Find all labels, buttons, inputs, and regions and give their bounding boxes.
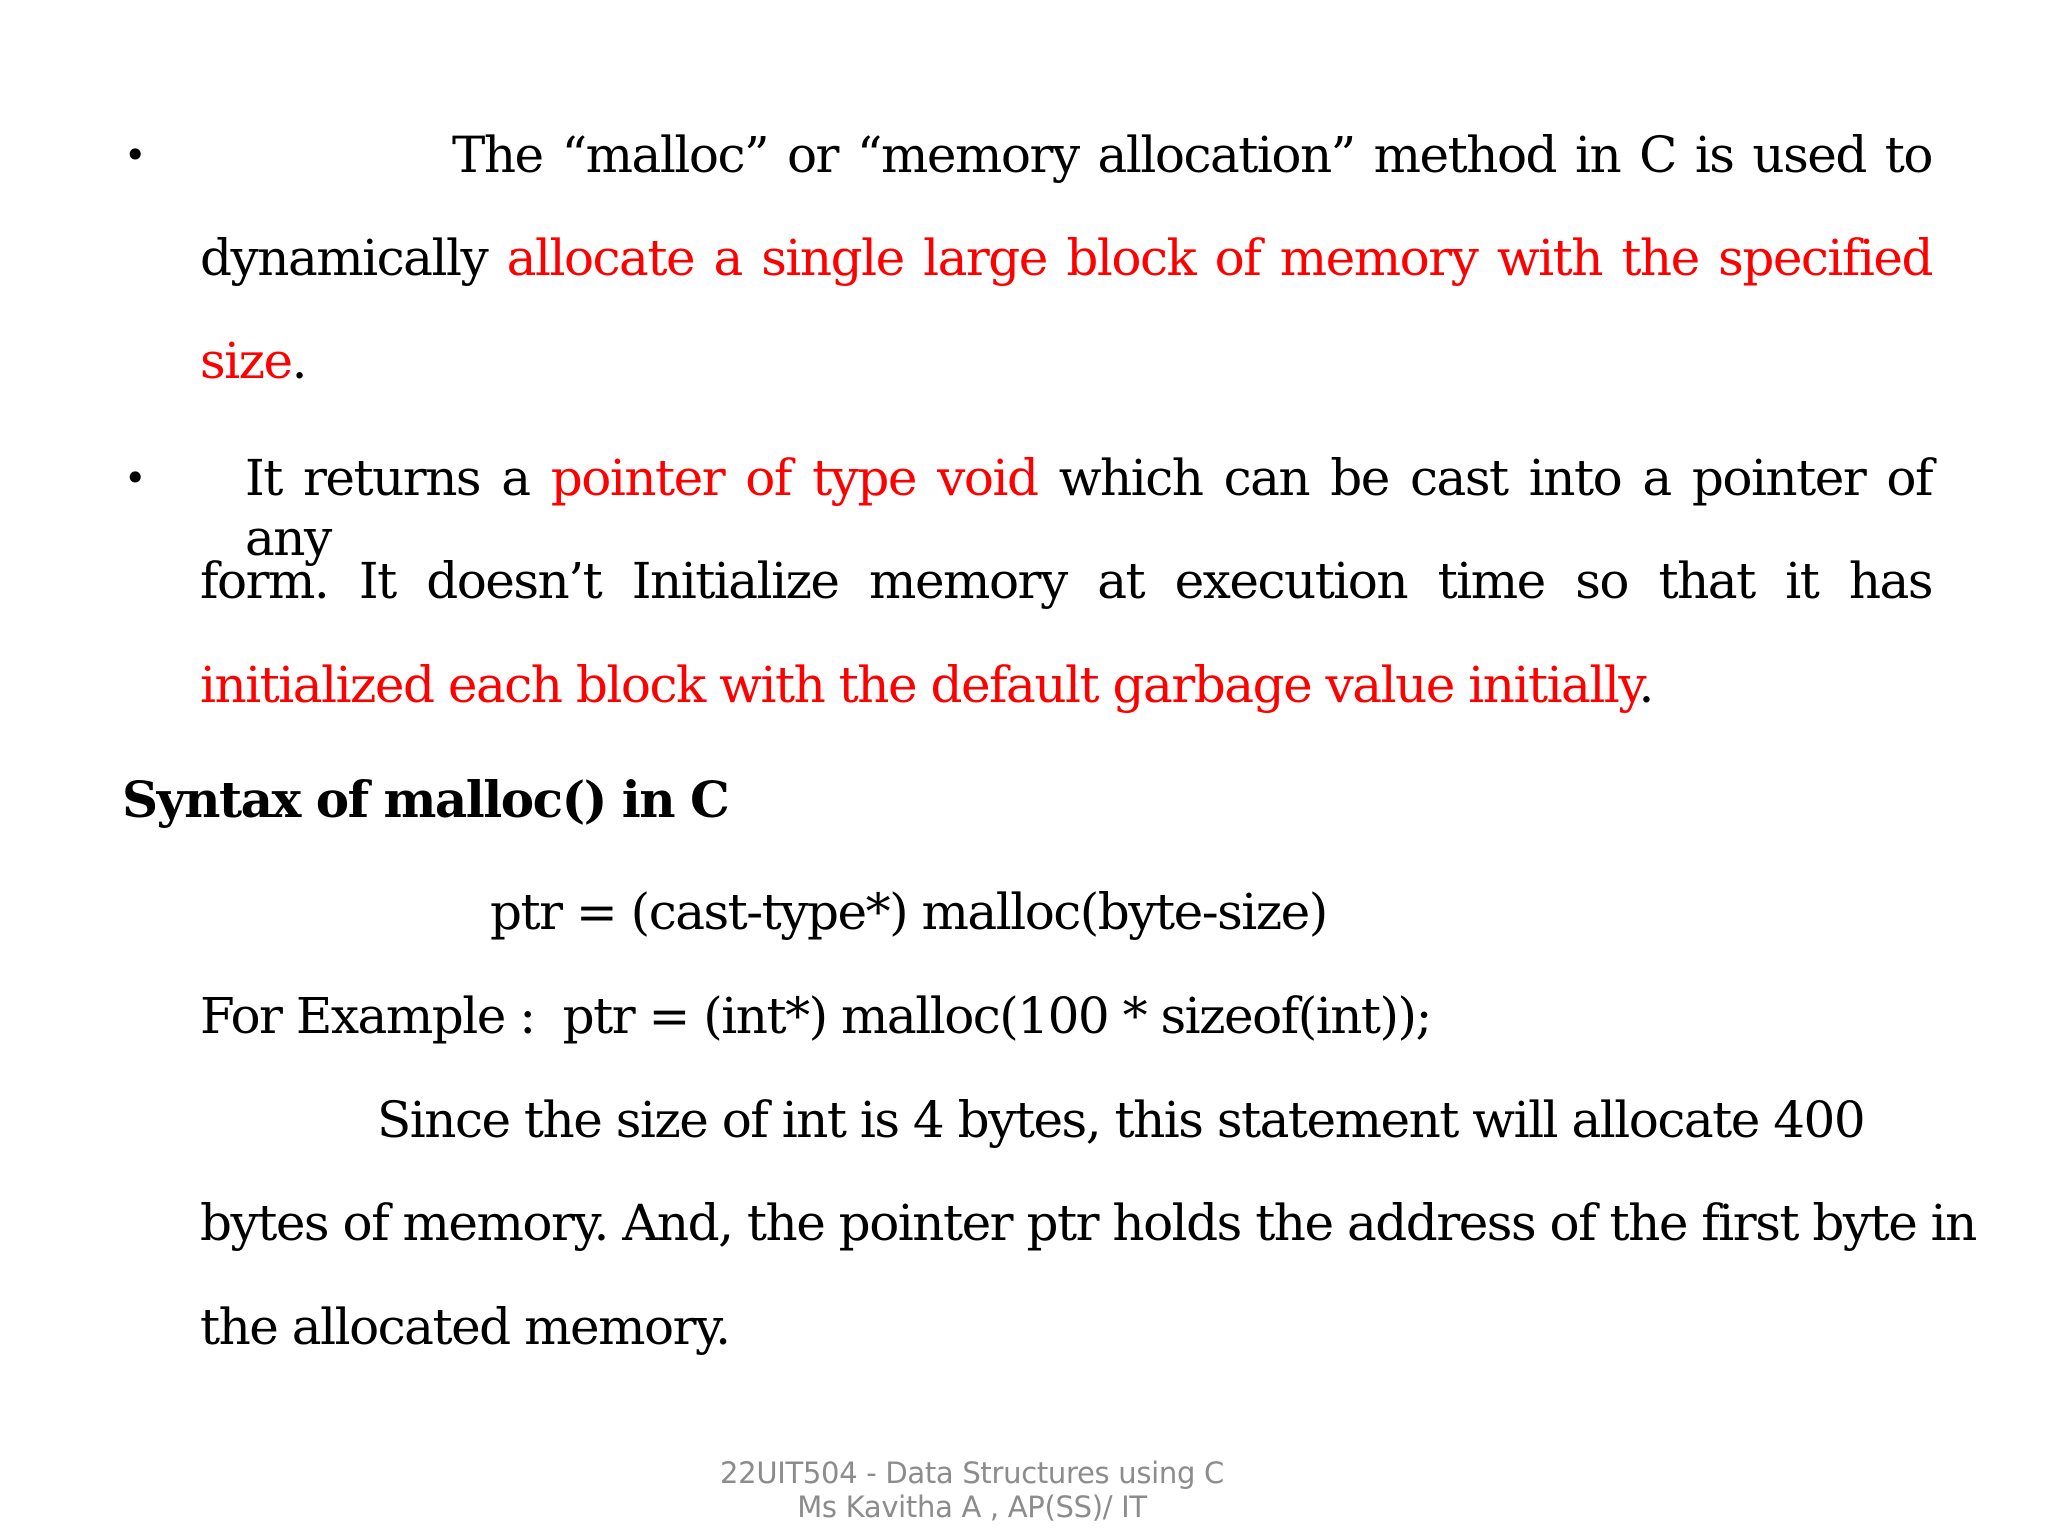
syntax-code-line: ptr = (cast-type*) malloc(byte-size) xyxy=(490,883,1327,941)
bullet-point-1: • xyxy=(124,133,147,177)
example-line xyxy=(200,986,1431,1046)
point2-line1 xyxy=(245,448,1932,568)
bullet-point-2: • xyxy=(124,456,147,500)
footer-author: Ms Kavitha A , AP(SS)/ IT xyxy=(797,1490,1147,1524)
point1-line1 xyxy=(452,125,1932,185)
syntax-heading: Syntax of malloc() in C xyxy=(122,770,729,829)
point1-line1-text: The “malloc” or “memory allocation” method in C is used to xyxy=(452,126,1932,184)
point2-line3-end: . xyxy=(1638,656,1653,714)
point1-line3-highlight: size xyxy=(200,332,292,390)
point2-line1-highlight: pointer of type void xyxy=(550,449,1038,507)
point1-line3-end: . xyxy=(291,332,306,390)
point1-line3 xyxy=(200,331,306,391)
point2-line3-highlight: initialized each block with the default garbage value initially xyxy=(200,656,1639,714)
point2-line1-plain-a: It returns a xyxy=(245,449,551,507)
footer-course: 22UIT504 - Data Structures using C xyxy=(720,1456,1224,1490)
point1-line2 xyxy=(200,228,1932,288)
point2-line1-plain-b: which can be cast into a pointer of any xyxy=(245,449,1933,567)
explanation-line2: bytes of memory. And, the pointer ptr holds the address of the first byte in xyxy=(200,1194,1976,1252)
point2-line3 xyxy=(200,655,1653,715)
example-label: For Example : xyxy=(200,987,535,1045)
explanation-line1: Since the size of int is 4 bytes, this statement will allocate 400 xyxy=(377,1091,1865,1149)
example-code: ptr = (int*) malloc(100 * sizeof(int)); xyxy=(562,987,1431,1045)
point1-line2-highlight: allocate a single large block of memory with the specified xyxy=(506,229,1933,287)
point2-line2 xyxy=(200,551,1932,611)
point1-line2-plain: dynamically xyxy=(200,229,507,287)
explanation-line3: the allocated memory. xyxy=(200,1298,730,1356)
point2-line2-text: form. It doesn’t Initialize memory at execution time so that it has xyxy=(200,552,1932,610)
